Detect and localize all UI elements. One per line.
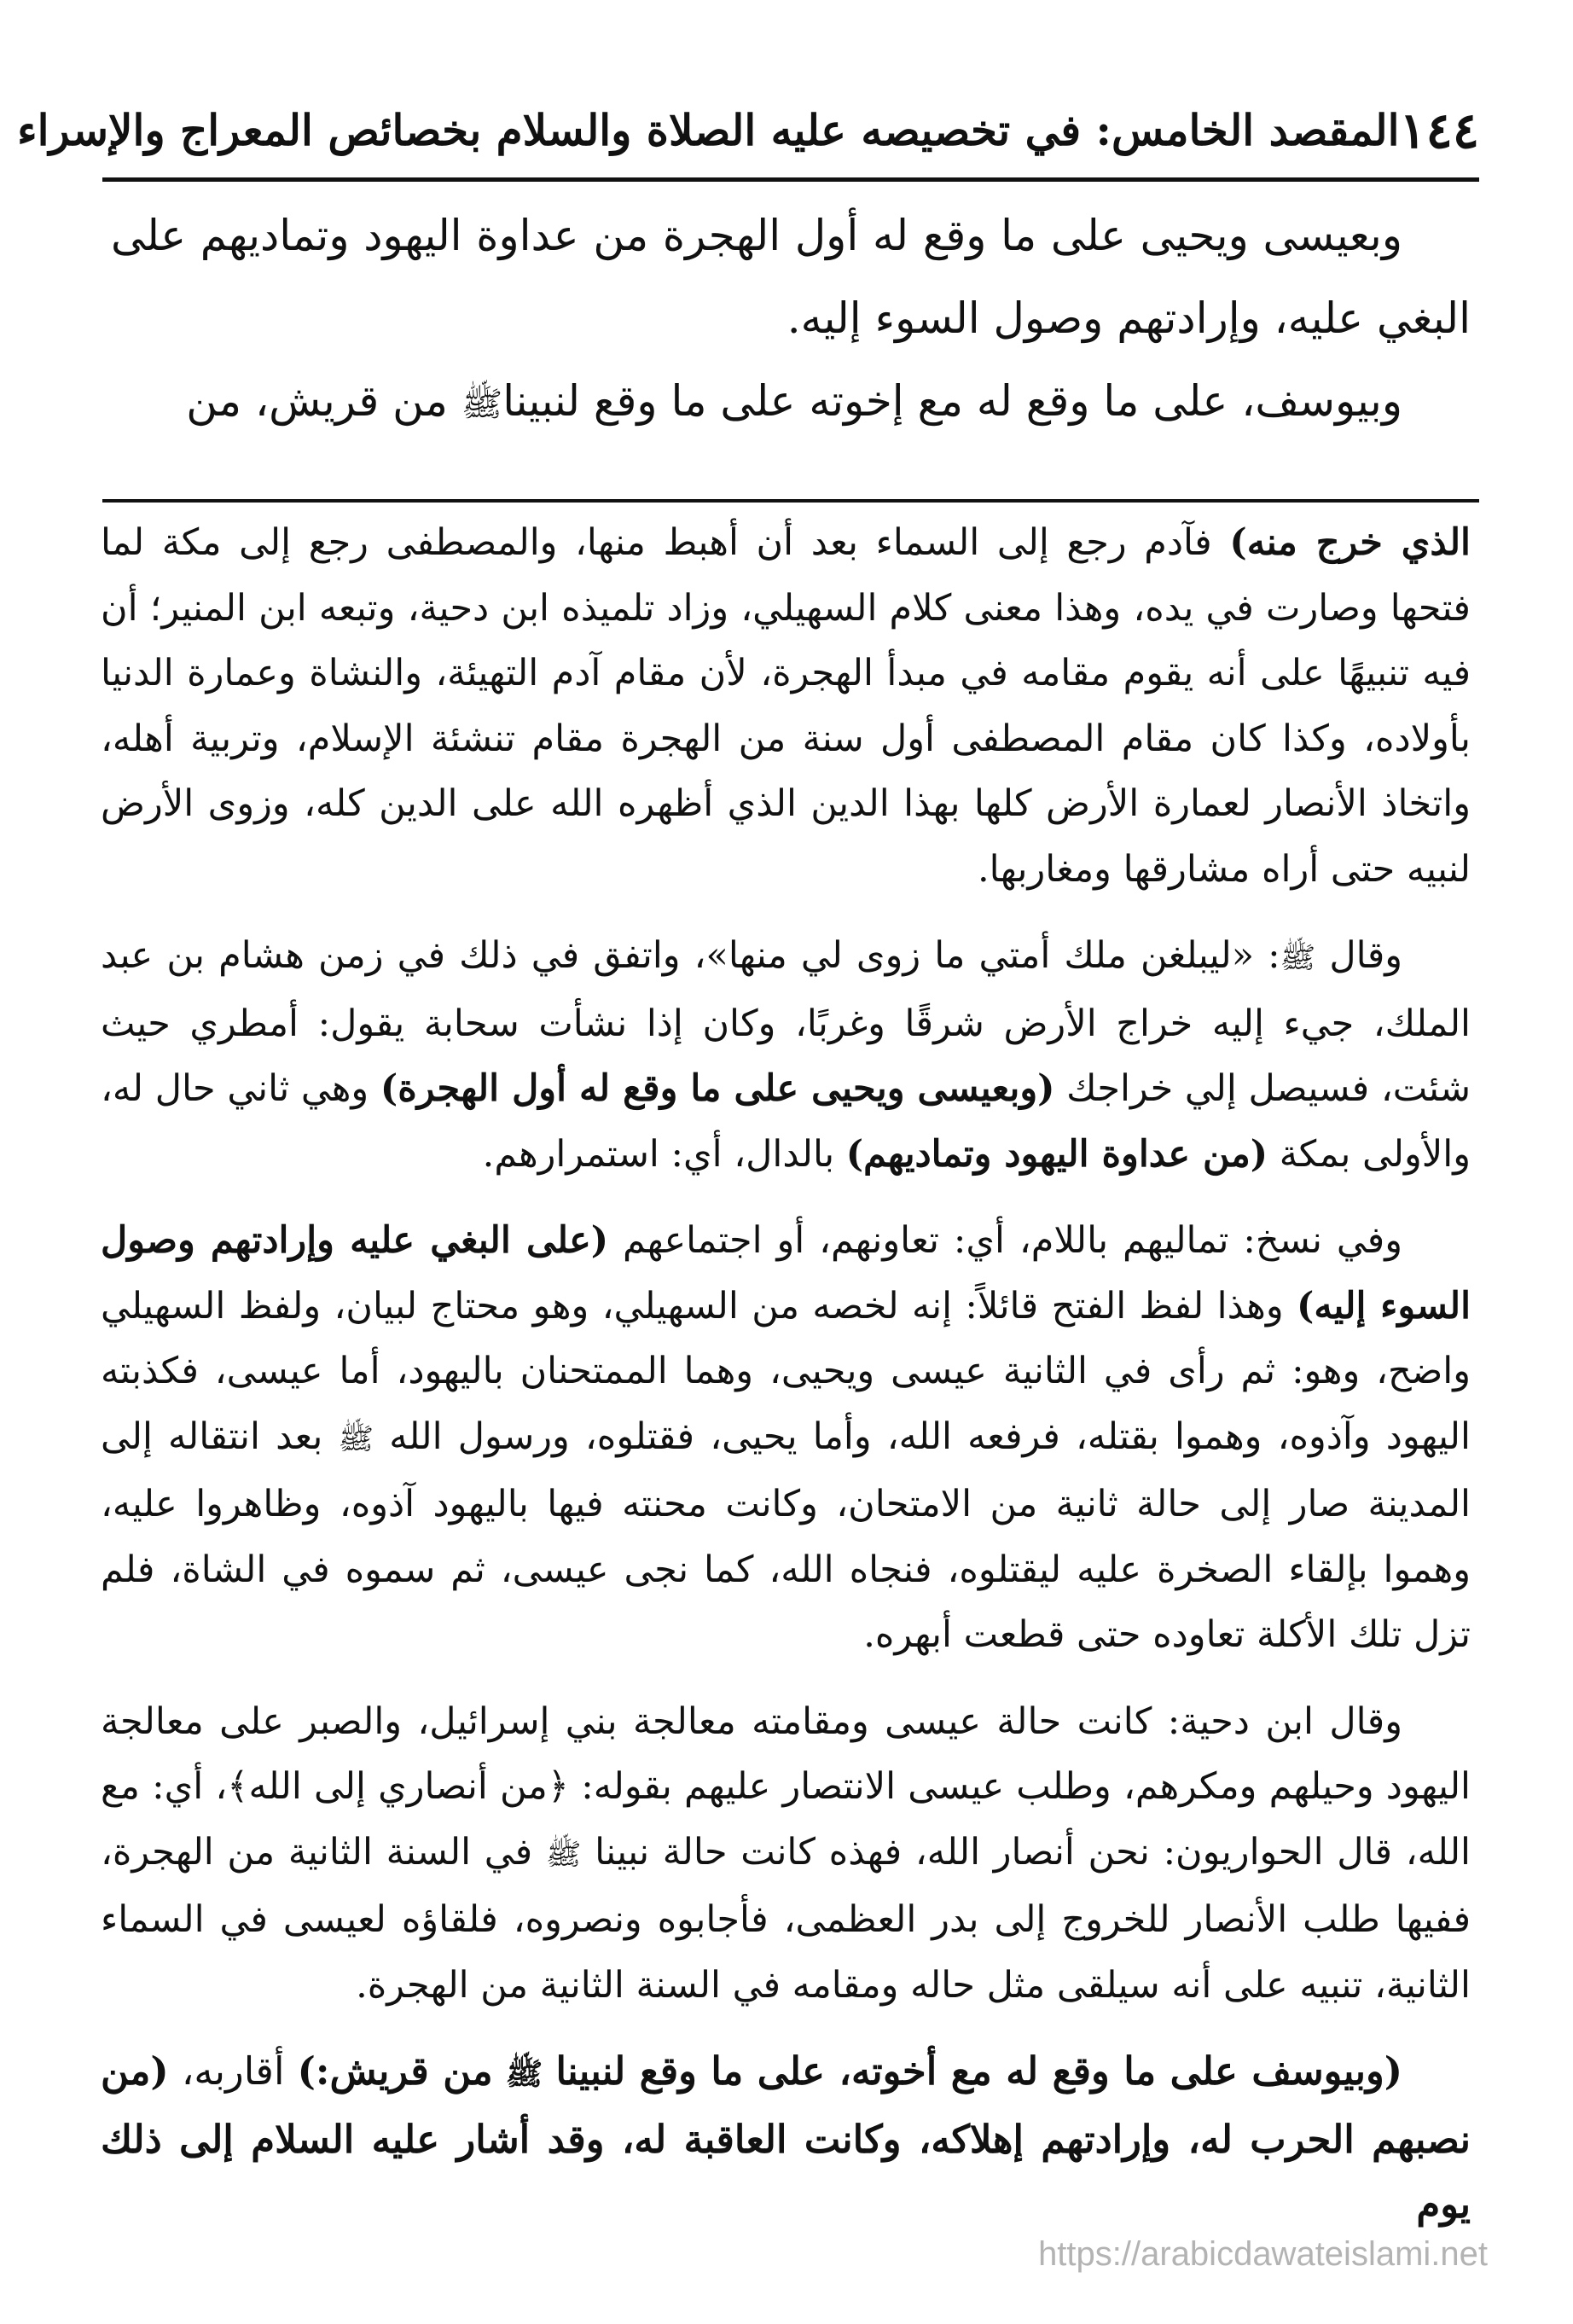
main-paragraph-1: وبعيسى ويحيى على ما وقع له أول الهجرة من عداوة اليهود وتماديهم على البغي عليه، وإرادتهم وصول السوء إليه. — [111, 211, 1471, 343]
salawat-glyph: ﷺ — [461, 385, 503, 424]
page-number: ١٤٤ — [1399, 101, 1479, 160]
quoted-text: من قريش:) — [297, 2048, 493, 2094]
quoted-text: (من عداوة اليهود وتماديهم) — [845, 1132, 1268, 1176]
commentary-text: بالدال، أي: استمرارهم. — [482, 1132, 835, 1176]
commentary-text: فآدم رجع إلى السماء بعد أن أهبط منها، والمصطفى رجع إلى مكة لما فتحها وصارت في يده، وهذا معنى كلام السهيلي، وزاد تلميذه ابن دحية، وتبعه ابن المنير؛ أن فيه تنبيهًا على أنه يقوم مقامه في مبدأ الهجرة، لأن مقام آدم التهيئة، والنشاة وعمارة الدنيا بأولاده، وكذا كان مقام المصطفى أول سنة من الهجرة مقام تنشئة الإسلام، وتربية أهله، واتخاذ الأنصار لعمارة الأرض كلها بهذا الدين الذي أظهره الله على الدين كله، وزوى الأرض لنبيه حتى أراه مشارقها ومغاربها. — [101, 521, 1471, 891]
main-paragraph-2 — [111, 360, 1471, 446]
commentary-paragraph-1 — [101, 510, 1471, 902]
salawat-glyph: ﷺ — [545, 1837, 582, 1872]
salawat-glyph: ﷺ — [505, 2056, 543, 2092]
main-text — [111, 195, 1471, 446]
running-title: المقصد الخامس: في تخصيصه عليه الصلاة والسلام بخصائص المعراج والإسراء — [17, 105, 1400, 155]
header-rule — [102, 177, 1479, 182]
commentary-text: بعد انتقاله إلى المدينة صار إلى حالة ثانية من الامتحان، وكانت محنته فيها باليهود آذوه، وظاهروا عليه، وهموا بإلقاء الصخرة عليه ليقتلوه، فنجاه الله، كما نجى عيسى، ثم سموه في الشاة، فلم تزل تلك الأكلة تعاوده حتى قطعت أبهره. — [101, 1415, 1471, 1656]
quoted-text: (من نصبهم الحرب له، وإرادتهم إهلاكه، وكانت العاقبة له، وقد أشار عليه السلام إلى ذلك يوم — [101, 2048, 1471, 2227]
commentary-text: وقال ابن دحية: كانت حالة عيسى ومقامته معالجة بني إسرائيل، والصبر على معالجة اليهود وحيلهم ومكرهم، وطلب عيسى الانتصار عليهم بقوله: ﴿من أنصاري إلى الله﴾، أي: مع الله، قال الحواريون: نحن أنصار الله، فهذه كانت حالة نبينا — [101, 1699, 1471, 1874]
commentary-paragraph-3 — [101, 1208, 1471, 1668]
commentary-text: وهي ثاني حال له، والأولى بمكة — [101, 1067, 1471, 1176]
salawat-glyph: ﷺ — [338, 1421, 374, 1456]
main-paragraph-2-text-end: من قريش، من — [186, 376, 448, 426]
commentary-text: : «ليبلغن ملك أمتي ما زوى لي منها»، واتفق في ذلك في زمن هشام بن عبد الملك، جيء إليه خراج الأرض شرقًا وغربًا، وكان إذا نشأت سحابة يقول: أمطري حيث شئت، فسيصل إلي خراجك — [101, 934, 1471, 1110]
commentary-paragraph-4 — [101, 1689, 1471, 2019]
main-paragraph-2-text: وبيوسف، على ما وقع له مع إخوته على ما وقع لنبينا — [502, 376, 1402, 426]
quoted-text: الذي خرج منه) — [1229, 521, 1471, 564]
quoted-text: (وبعيسى ويحيى على ما وقع له أول الهجرة) — [380, 1067, 1055, 1110]
commentary-text: وفي نسخ: تماليهم باللام، أي: تعاونهم، أو اجتماعهم — [623, 1219, 1403, 1262]
footnote-rule — [102, 499, 1479, 503]
watermark-url: https://arabicdawateislami.net — [1038, 2235, 1488, 2273]
commentary-text: في السنة الثانية من الهجرة، ففيها طلب الأنصار للخروج إلى بدر العظمى، فأجابوه ونصروه، فلقاؤه لعيسى في السماء الثانية، تنبيه على أنه سيلقى مثل حاله ومقامه في السنة الثانية من الهجرة. — [101, 1830, 1471, 2007]
commentary-text: وهذا لفظ الفتح قائلاً: إنه لخصه من السهيلي، وهو محتاج لبيان، ولفظ السهيلي واضح، وهو: ثم رأى في الثانية عيسى ويحيى، وهما الممتحنان باليهود، أما عيسى، فكذبته اليهود وآذوه، وهموا بقتله، فرفعه الله، وأما يحيى، فقتلوه، ورسول الله — [101, 1284, 1471, 1458]
commentary-paragraph-5 — [101, 2039, 1471, 2238]
quoted-text: (وبيوسف على ما وقع له مع أخوته، على ما وقع لنبينا — [555, 2048, 1403, 2094]
commentary-section — [101, 510, 1471, 2259]
commentary-paragraph-2 — [101, 923, 1471, 1187]
commentary-text: أقاربه، — [181, 2048, 285, 2094]
running-header — [17, 90, 1479, 171]
salawat-glyph: ﷺ — [1280, 941, 1316, 975]
quoted-text: (على البغي عليه وإرادتهم وصول السوء إليه) — [101, 1219, 1471, 1328]
commentary-text: وقال — [1329, 934, 1403, 977]
